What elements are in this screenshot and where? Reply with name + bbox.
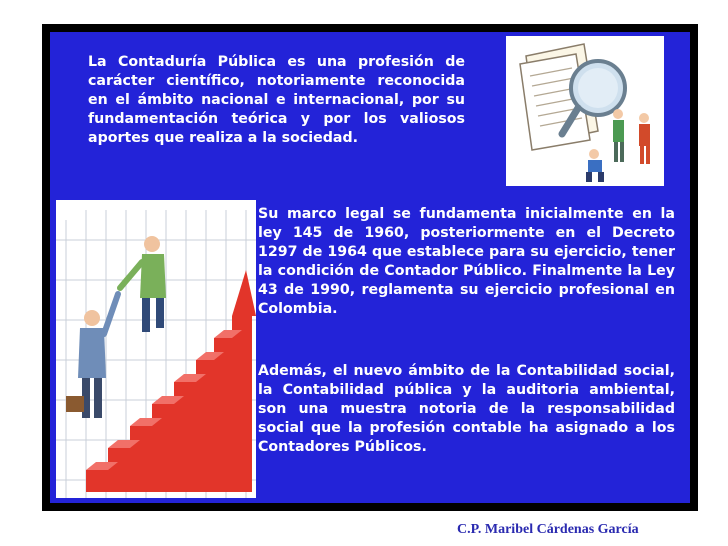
intro-paragraph: La Contaduría Pública es una profesión de carácter científico, notoriamente reconocida en el ámbito nacional e internacional, por su fundamentación teórica y por los valiosos aportes que realiza a la sociedad. — [88, 54, 465, 146]
new-scope-paragraph: Además, el nuevo ámbito de la Contabilidad social, la Contabilidad pública y la auditoria ambiental, son una muestra notoria de la responsabilidad social que la profesión contable ha asignado a los Contadores Públicos. — [258, 363, 675, 455]
briefcase-icon — [66, 396, 84, 412]
magnifier-documents-icon — [506, 36, 664, 186]
author-footer: C.P. Maribel Cárdenas García — [457, 522, 639, 537]
legal-framework-paragraph: Su marco legal se fundamenta inicialmente en la ley 145 de 1960, posteriormente en el Decreto 1297 de 1964 que establece para su ejercicio, tener la condición de Contador Público. Finalmente la Ley 43 de 1990, reglamenta su ejercicio profesional en Colombia. — [258, 206, 675, 317]
rising-stairs-handshake-icon — [56, 200, 256, 498]
